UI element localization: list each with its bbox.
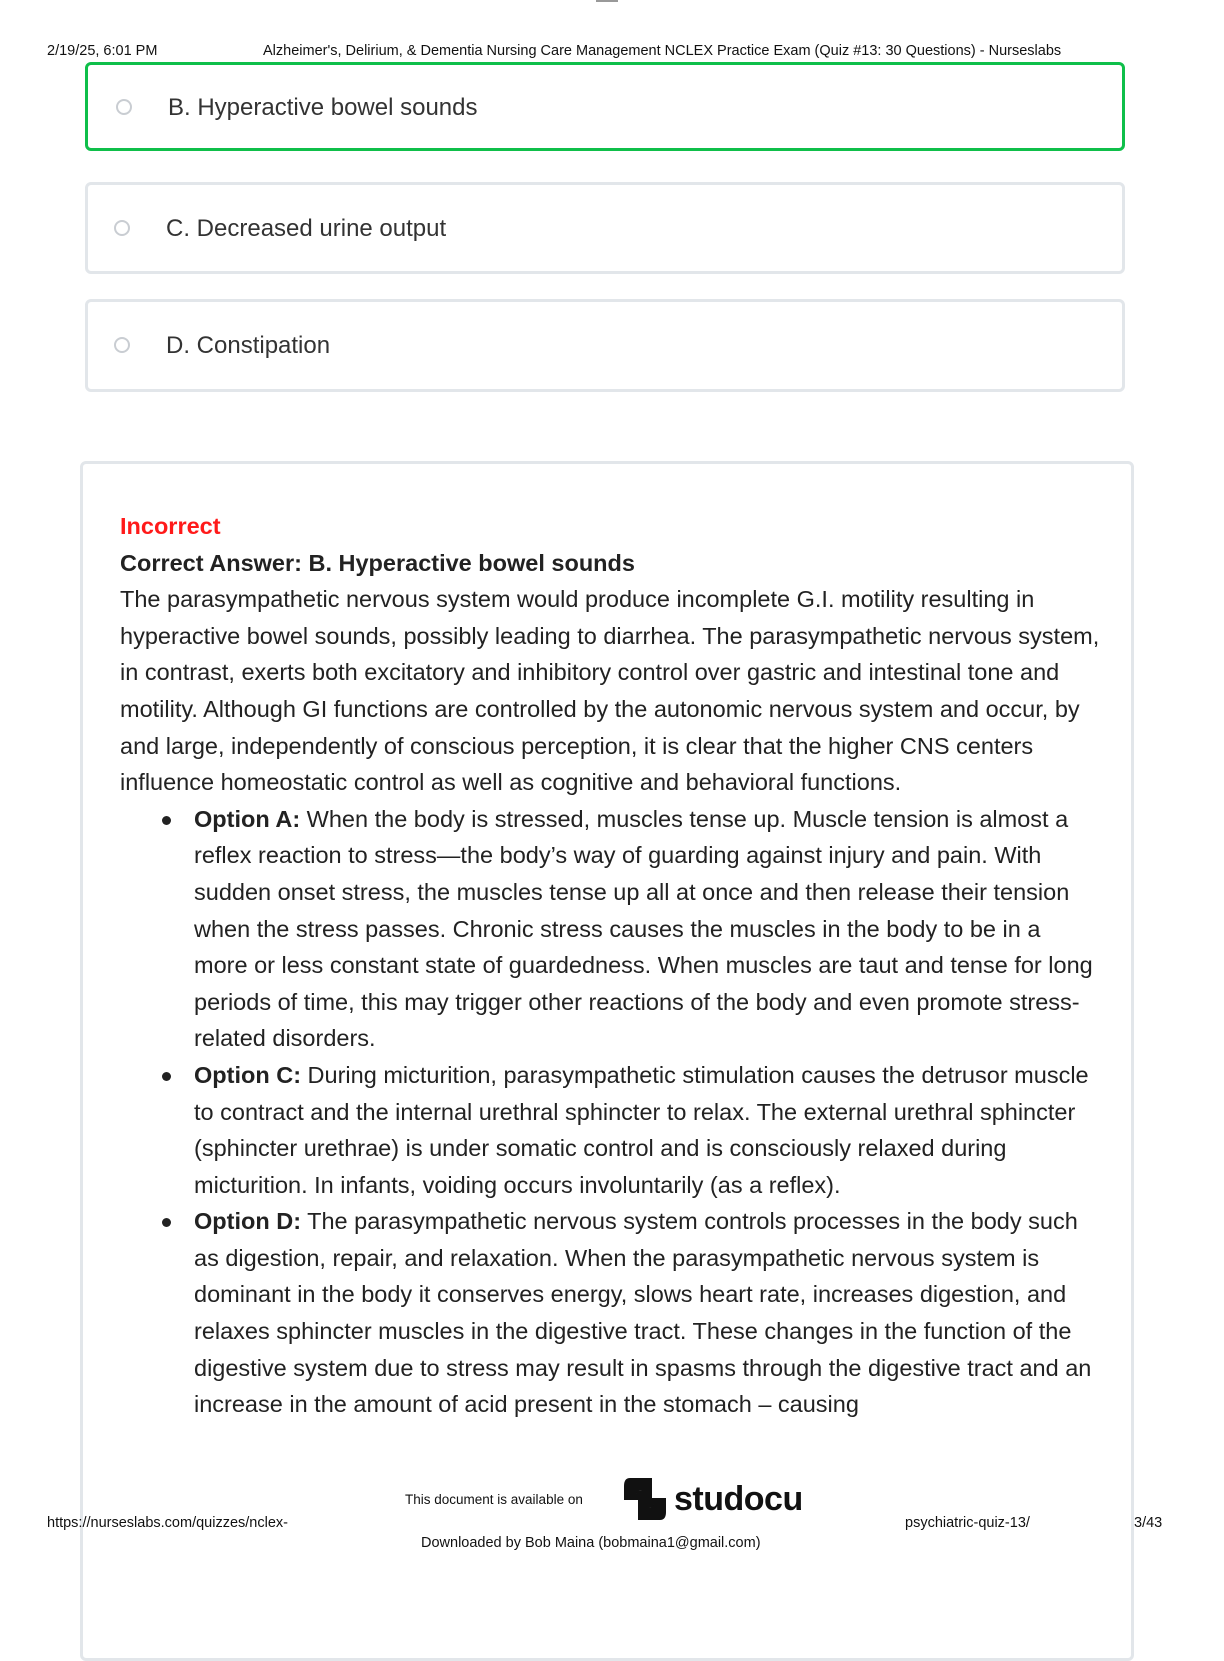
page-mark <box>596 0 618 2</box>
page-number: 3/43 <box>1134 1515 1163 1531</box>
rationale-option-d: Option D: The parasympathetic nervous system controls processes in the body such as digestion, repair, and relaxation. When the parasympathetic nervous system is dominant in the body it conserves energy, slows heart rate, increases digestion, and relaxes sphincter muscles in the digestive tract. These changes in the function of the digestive system due to stress may result in spasms through the digestive tract and an increase in the amount of acid present in the stomach – causing <box>194 1203 1100 1423</box>
print-title: Alzheimer's, Delirium, & Dementia Nursing Care Management NCLEX Practice Exam (Quiz #13: 30 Questions) - Nurseslabs <box>263 43 1062 59</box>
correct-answer: Correct Answer: B. Hyperactive bowel sounds <box>120 549 635 576</box>
option-label: B. Hyperactive bowel sounds <box>168 94 478 121</box>
option-rationales <box>120 801 1100 1423</box>
option-label: C. Decreased urine output <box>166 215 447 242</box>
radio-icon[interactable] <box>114 337 130 353</box>
radio-icon[interactable] <box>116 99 132 115</box>
footer-url-left: https://nurseslabs.com/quizzes/nclex- <box>47 1515 288 1531</box>
footer-url-right: psychiatric-quiz-13/ <box>905 1515 1030 1531</box>
bullet-icon <box>162 1218 171 1227</box>
answer-option-d[interactable] <box>85 299 1125 392</box>
studocu-brand: studocu <box>674 1479 803 1518</box>
rationale-option-a: Option A: When the body is stressed, muscles tense up. Muscle tension is almost a reflex reaction to stress—the body’s way of guarding against injury and pain. With sudden onset stress, the muscles tense up all at once and then release their tension when the stress passes. Chronic stress causes the muscles in the body to be in a more or less constant state of guardedness. When muscles are taut and tense for long periods of time, this may trigger other reactions of the body and even promote stress-related disorders. <box>194 801 1100 1057</box>
studocu-logo <box>622 1476 803 1522</box>
explanation-body: The parasympathetic nervous system would produce incomplete G.I. motility resulting in hyperactive bowel sounds, possibly leading to diarrhea. The parasympathetic nervous system, in contrast, exerts both excitatory and inhibitory control over gastric and intestinal tone and motility. Although GI functions are controlled by the autonomic nervous system and occur, by and large, independently of conscious perception, it is clear that the higher CNS centers influence homeostatic control as well as cognitive and behavioral functions. <box>120 586 1100 796</box>
answer-option-c[interactable] <box>85 182 1125 274</box>
rationale-option-c: Option C: During micturition, parasympathetic stimulation causes the detrusor muscle to contract and the internal urethral sphincter to relax. The external urethral sphincter (sphincter urethrae) is under somatic control and is consciously relaxed during micturition. In infants, voiding occurs involuntarily (as a reflex). <box>194 1057 1100 1203</box>
option-label: D. Constipation <box>166 332 331 359</box>
studocu-logo-icon <box>622 1476 668 1522</box>
radio-icon[interactable] <box>114 220 130 236</box>
downloaded-by: Downloaded by Bob Maina (bobmaina1@gmail.com) <box>421 1535 761 1551</box>
answer-option-b[interactable] <box>85 62 1125 151</box>
bullet-icon <box>162 816 171 825</box>
result-status: Incorrect <box>120 513 221 539</box>
available-on-text: This document is available on <box>405 1492 583 1507</box>
bullet-icon <box>162 1072 171 1081</box>
print-datetime: 2/19/25, 6:01 PM <box>47 43 158 59</box>
